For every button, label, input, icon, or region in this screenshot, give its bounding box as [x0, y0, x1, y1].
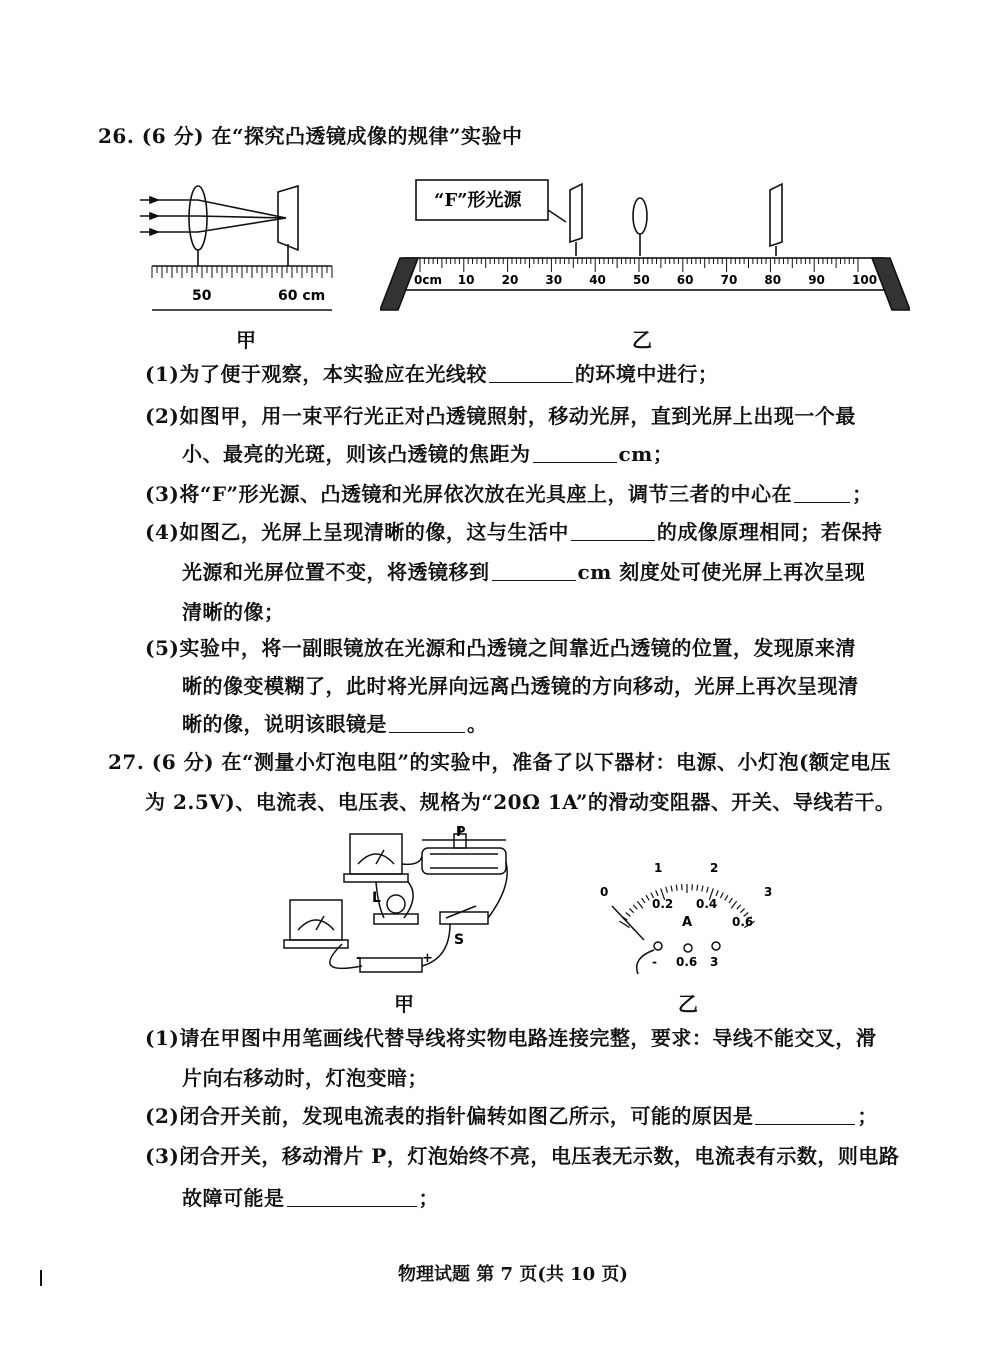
meter-top-2: 2 — [710, 861, 719, 875]
yi-ruler-label: 50 — [633, 273, 650, 287]
label-S: S — [454, 932, 465, 948]
q26-part4-line3: 清晰的像； — [182, 600, 285, 624]
meter-tick — [697, 885, 698, 891]
yi-ruler-label: 70 — [720, 273, 738, 287]
q26-jia-caption: 甲 — [236, 328, 256, 352]
label-plus: + — [422, 951, 433, 966]
q26-blank-3[interactable] — [794, 484, 850, 503]
q27-title-line1: 27. (6 分) 在“测量小灯泡电阻”的实验中，准备了以下器材：电源、小灯泡(额定电压 — [108, 750, 891, 774]
q26-part2-line1: (2)如图甲，用一束平行光正对凸透镜照射，移动光屏，直到光屏上出现一个最 — [145, 404, 856, 428]
label-minus: - — [356, 951, 362, 966]
yi-label-box: “F”形光源 — [434, 190, 522, 211]
meter-tick — [716, 890, 718, 896]
q26-part5-line1: (5)实验中，将一副眼镜放在光源和凸透镜之间靠近凸透镜的位置，发现原来清 — [145, 636, 856, 660]
terminal-06: 0.6 — [676, 955, 698, 969]
meter-tick — [740, 909, 744, 913]
meter-tick — [676, 885, 677, 891]
q26-part5-line3: 晰的像，说明该眼镜是 。 — [182, 712, 488, 736]
yi-ruler-label: 40 — [589, 273, 606, 287]
meter-tick — [731, 901, 737, 908]
meter-bot-06: 0.6 — [732, 915, 754, 929]
q26-title: 26. (6 分) 在“探究凸透镜成像的规律”实验中 — [98, 124, 523, 148]
label-P: P — [456, 826, 466, 840]
q26-blank-5[interactable] — [492, 562, 576, 581]
q27-jia-caption: 甲 — [394, 992, 414, 1016]
yi-ruler-label: 100 — [852, 273, 878, 287]
q26-fig-yi — [380, 176, 910, 316]
q26-part3: (3)将“F”形光源、凸透镜和光屏依次放在光具座上，调节三者的中心在 ； — [145, 482, 873, 506]
meter-bot-04: 0.4 — [696, 897, 718, 911]
jia-tick-50: 50 — [192, 288, 212, 304]
q27-blank-1[interactable] — [755, 1106, 855, 1125]
meter-tick — [671, 886, 672, 892]
q26-part4-line2: 光源和光屏位置不变，将透镜移到 cm 刻度处可使光屏上再次呈现 — [182, 560, 866, 584]
q27-part3-line1: (3)闭合开关，移动滑片 P，灯泡始终不亮，电压表无示数，电流表有示数，则电路 — [145, 1144, 900, 1168]
q26-blank-1[interactable] — [489, 364, 573, 383]
meter-tick — [642, 898, 645, 903]
meter-tick — [626, 912, 631, 916]
q27-fig-yi — [592, 854, 782, 978]
meter-unit: A — [682, 915, 693, 930]
meter-tick — [637, 901, 643, 908]
meter-tick — [633, 905, 637, 909]
yi-ruler-label: 80 — [764, 273, 782, 287]
q27-part2: (2)闭合开关前，发现电流表的指针偏转如图乙所示，可能的原因是 ； — [145, 1104, 878, 1128]
meter-tick — [725, 895, 728, 900]
margin-mark — [40, 1270, 42, 1286]
meter-top-0: 0 — [600, 885, 609, 899]
meter-tick — [666, 887, 668, 893]
yi-ruler-label: 0cm — [414, 273, 442, 287]
meter-tick — [702, 886, 703, 892]
q26-part4-line1: (4)如图乙，光屏上呈现清晰的像，这与生活中 的成像原理相同；若保持 — [145, 520, 883, 544]
q26-fig-jia — [110, 178, 350, 318]
q27-title-line2: 为 2.5V)、电流表、电压表、规格为“20Ω 1A”的滑动变阻器、开关、导线若干。 — [145, 790, 896, 814]
q26-part1: (1)为了便于观察，本实验应在光线较 的环境中进行； — [145, 362, 719, 386]
meter-tick — [729, 898, 732, 903]
page-footer: 物理试题 第 7 页(共 10 页) — [398, 1264, 628, 1285]
meter-top-1: 1 — [654, 861, 663, 875]
terminal-3: 3 — [710, 955, 719, 969]
q26-part2-line2: 小、最亮的光斑，则该凸透镜的焦距为 cm； — [182, 442, 674, 466]
yi-ruler-label: 30 — [545, 273, 563, 287]
yi-ruler-label: 20 — [501, 273, 519, 287]
label-L: L — [372, 890, 381, 906]
jia-tick-60: 60 cm — [278, 288, 326, 304]
meter-tick — [646, 895, 649, 900]
q26-blank-4[interactable] — [571, 522, 655, 541]
q27-blank-2[interactable] — [287, 1188, 417, 1207]
q26-part5-line2: 晰的像变模糊了，此时将光屏向远离凸透镜的方向移动，光屏上再次呈现清 — [182, 674, 859, 698]
meter-top-3: 3 — [764, 885, 773, 899]
q26-blank-6[interactable] — [389, 714, 465, 733]
yi-ruler-label: 60 — [676, 273, 694, 287]
q27-part1-line2: 片向右移动时，灯泡变暗； — [182, 1066, 428, 1090]
meter-bot-02: 0.2 — [652, 897, 674, 911]
yi-ruler-label: 90 — [808, 273, 825, 287]
meter-tick — [629, 909, 633, 913]
q27-fig-jia — [280, 826, 530, 996]
q27-part1-line1: (1)请在甲图中用笔画线代替导线将实物电路连接完整，要求：导线不能交叉，滑 — [145, 1026, 877, 1050]
q26-blank-2[interactable] — [533, 444, 617, 463]
meter-tick — [720, 893, 723, 898]
meter-tick — [656, 890, 658, 896]
q27-yi-caption: 乙 — [678, 992, 698, 1016]
meter-tick — [707, 887, 709, 893]
q27-part3-line2: 故障可能是 ； — [182, 1186, 439, 1210]
meter-tick — [737, 905, 741, 909]
q26-yi-caption: 乙 — [632, 328, 652, 352]
yi-ruler-label: 10 — [457, 273, 475, 287]
terminal-minus: - — [652, 955, 657, 969]
